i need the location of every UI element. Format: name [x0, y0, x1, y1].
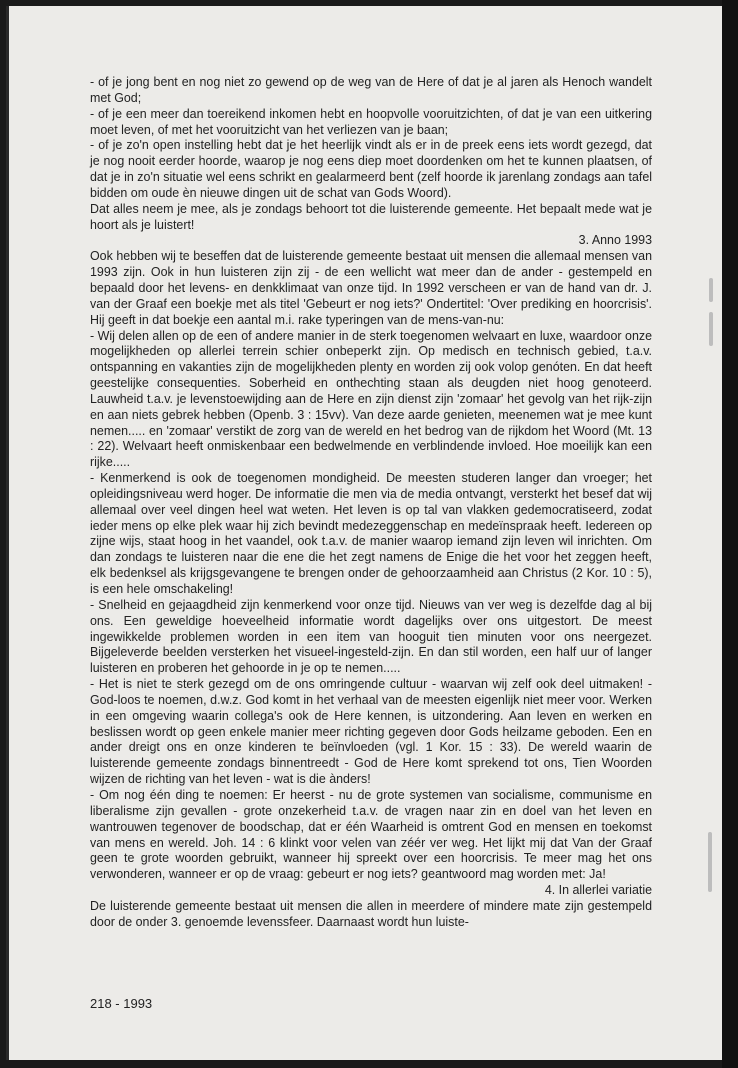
body-text: [90, 75, 652, 931]
section-heading-variatie: 4. In allerlei variatie: [544, 883, 652, 898]
binding-mark: [709, 312, 713, 346]
paragraph: - Kenmerkend is ook de toegenomen mondigheid. De meesten studeren langer dan vroeger; het opleidingsniveau werd hoger. De informatie die men via de media ontvangt, versterkt het besef dat wij allemaal over veel dingen heel wat weten. Het leven is op tal van vlakken gedemocratiseerd, zodat ieder mens op elke plek waar hij zich bevindt medezeggenschap en medeïnspraak heeft. Iedereen op zijne wijs, staat hoog in het vaandel, ook t.a.v. de manier waarop iemand zijn leven wil inrichten. Om dan zondags te luisteren naar die ene die het zegt namens de Enige die het voor het zeggen heeft, elk bedenksel als krijgsgevangene te brengen onder de gehoorzaamheid aan Christus (2 Kor. 10 : 5), is een hele omschakeling!: [90, 471, 652, 596]
paragraph: Dat alles neem je mee, als je zondags behoort tot die luisterende gemeente. Het bepaalt mede wat je hoort als je luistert!: [90, 201, 652, 232]
binding-mark: [709, 278, 713, 302]
paragraph: De luisterende gemeente bestaat uit mensen die allen in meerdere of mindere mate zijn gestempeld door de onder 3. genoemde levenssfeer. Daarnaast wordt hun luiste-: [90, 898, 652, 929]
scan-edge: [722, 0, 738, 1068]
paragraph: - of je een meer dan toereikend inkomen hebt en hoopvolle vooruitzichten, of dat je van een uitkering moet leven, of met het vooruitzicht van het verliezen van je baan;: [90, 106, 652, 137]
paragraph: - Snelheid en gejaagdheid zijn kenmerkend voor onze tijd. Nieuws van ver weg is dezelfde dag al bij ons. Een geweldige hoeveelheid informatie wordt dagelijks over ons uitgestort. De meest ingewikkelde problemen worden in een item van hooguit tien minuten voor ons neergezet. Bijgeleverde beelden versterken het visueel-ingesteld-zijn. En dan stil worden, een half uur of langer luisteren en proberen het gehoorde in je op te nemen.....: [90, 597, 652, 676]
paragraph: - Het is niet te sterk gezegd om de ons omringende cultuur - waarvan wij zelf ook deel uitmaken! - God-loos te noemen, d.w.z. God komt in het verhaal van de meesten eigenlijk niet meer voor. Werken in een omgeving waarin collega's ook de Here kennen, is uitzondering. Aan leven en werken en beslissen wordt op geen enkele manier meer richting gegeven door Gods heilzame geboden. Een en ander dreigt ons en onze kinderen te beïnvloeden (vgl. 1 Kor. 15 : 33). De wereld waarin de luisterende gemeente zondags binnentreedt - God de Here komt sprekend tot ons, Tien Woorden wijzen de richting van het leven - wat is die ànders!: [90, 677, 652, 787]
paragraph: Ook hebben wij te beseffen dat de luisterende gemeente bestaat uit mensen die allemaal mensen van 1993 zijn. Ook in hun luisteren zijn zij - de een wellicht wat meer dan de ander - gestempeld en bepaald door het levens- en denkklimaat van onze tijd. In 1992 verscheen er van de hand van dr. J. van der Graaf een boekje met als titel 'Gebeurt er nog iets?' Ondertitel: 'Over prediking en hoorcrisis'. Hij geeft in dat boekje een aantal m.i. rake typeringen van de mens-van-nu:: [90, 249, 652, 327]
paragraph: - of je zo'n open instelling hebt dat je het heerlijk vindt als er in de preek eens iets wordt gezegd, dat je nog nooit eerder hoorde, waarop je nog eens diep moet doordenken om het te kunnen plaatsen, of dat je in zo'n situatie wel eens schrikt en gealarmeerd bent (zelf hoorde ik jarenlang zondags aan tafel bidden om oude èn nieuwe dingen uit de schat van Gods Woord).: [90, 138, 652, 200]
binding-mark: [708, 832, 712, 892]
document-page: [6, 6, 722, 1060]
paragraph: - Om nog één ding te noemen: Er heerst - nu de grote systemen van socialisme, communisme en liberalisme zijn gevallen - grote onzekerheid t.a.v. de vragen naar zin en doel van het leven en wantrouwen tegenover de boodschap, dat er één Waarheid is omtrent God en mensen en toekomst van mens en wereld. Joh. 14 : 6 klinkt voor velen van zéér ver weg. Het lijkt mij dat Van der Graaf geen te grote woorden gebruikt, wanneer hij spreekt over een hoorcrisis. Te meer mag het ons verwonderen, wanneer er op de vraag: gebeurt er nog iets? geantwoord mag worden met: Ja!: [90, 787, 652, 882]
paragraph: - Wij delen allen op de een of andere manier in de sterk toegenomen welvaart en luxe, waardoor onze mogelijkheden op allerlei terrein schier onbeperkt zijn. Op medisch en technisch gebied, t.a.v. ontspanning en vakanties zijn de mogelijkheden plenty en worden zij ook volop genóten. En dat heeft geestelijke consequenties. Soberheid en onthechting staan als deugden niet hoog genoteerd. Lauwheid t.a.v. je levenstoewijding aan de Here en zijn dienst zijn 'zomaar' het gevolg van het rijk-zijn en aan niets gebrek hebben (Openb. 3 : 15vv). Van deze aarde genieten, meenemen wat je mee kunt nemen..... en 'zomaar' verstikt de zorg van de wereld en het bedrog van de rijkdom het Woord (Mt. 13 : 22). Welvaart heeft onmiskenbaar een bedwelmende en verblindende invloed. Hoe moeilijk kan een rijke.....: [90, 328, 652, 470]
page-number: 218 - 1993: [90, 996, 153, 1011]
paragraph: - of je jong bent en nog niet zo gewend op de weg van de Here of dat je al jaren als Henoch wandelt met God;: [90, 75, 652, 105]
section-heading-anno: 3. Anno 1993: [578, 233, 652, 248]
